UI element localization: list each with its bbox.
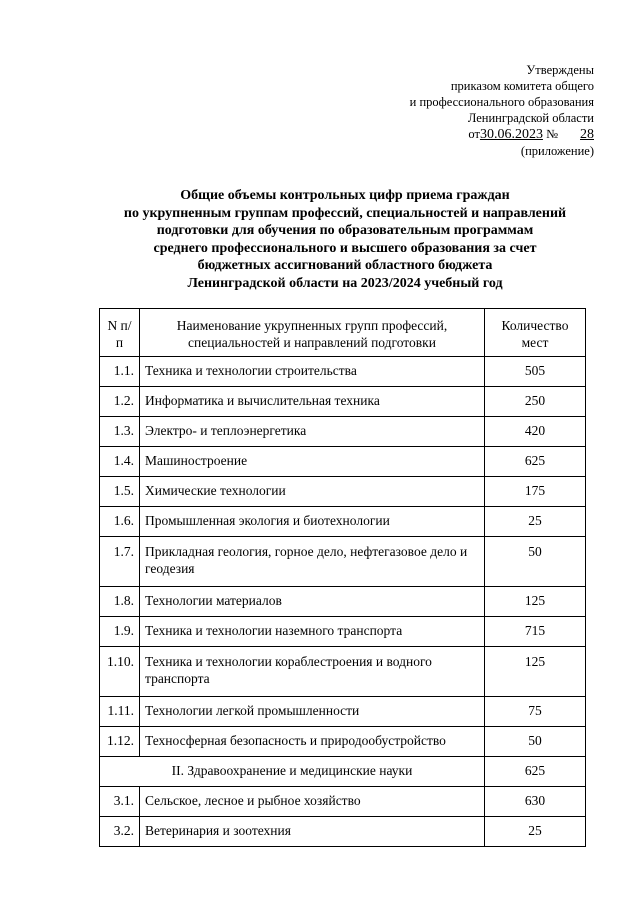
row-name: Машиностроение (140, 447, 485, 477)
table-row (100, 727, 586, 757)
section-qty: 625 (485, 757, 586, 787)
document-title (60, 187, 630, 293)
row-num: 1.9. (100, 617, 140, 647)
row-num: 1.7. (100, 537, 140, 587)
order-from-prefix: от (468, 127, 480, 141)
row-name: Техносферная безопасность и природообустройство (140, 727, 485, 757)
title-line-2: по укрупненным группам профессий, специальностей и направлений (123, 205, 567, 221)
title-line-5: бюджетных ассигнований областного бюджета (197, 258, 493, 274)
order-number-sign: № (546, 127, 558, 141)
row-num: 1.10. (100, 647, 140, 697)
table-row (100, 587, 586, 617)
header-qty: Количество мест (485, 309, 586, 357)
row-num: 1.8. (100, 587, 140, 617)
table-row (100, 507, 586, 537)
row-name: Ветеринария и зоотехния (140, 817, 485, 847)
table-row (100, 697, 586, 727)
table-row (100, 357, 586, 387)
row-qty: 50 (485, 537, 586, 587)
table-row (100, 787, 586, 817)
row-name: Электро- и теплоэнергетика (140, 417, 485, 447)
table-row (100, 817, 586, 847)
table-row (100, 387, 586, 417)
row-qty: 505 (485, 357, 586, 387)
order-date-number (410, 126, 594, 143)
row-qty: 25 (485, 817, 586, 847)
title-line-3: подготовки для обучения по образовательным программам (156, 223, 534, 239)
row-num: 1.5. (100, 477, 140, 507)
row-name: Химические технологии (140, 477, 485, 507)
order-date: 30.06.2023 (479, 127, 543, 142)
table-row (100, 477, 586, 507)
row-qty: 715 (485, 617, 586, 647)
row-num: 3.2. (100, 817, 140, 847)
title-line-4: среднего профессионального и высшего образования за счет (153, 240, 537, 256)
row-qty: 125 (485, 587, 586, 617)
row-num: 1.3. (100, 417, 140, 447)
row-num: 1.12. (100, 727, 140, 757)
approval-line-3: и профессионального образования (409, 95, 594, 109)
approval-stamp (410, 62, 594, 159)
row-num: 1.4. (100, 447, 140, 477)
row-num: 1.11. (100, 697, 140, 727)
header-num: N п/п (100, 309, 140, 357)
header-name: Наименование укрупненных групп профессий, специальностей и направлений подготовки (140, 309, 485, 357)
title-line-1: Общие объемы контрольных цифр приема граждан (180, 188, 510, 203)
row-num: 1.2. (100, 387, 140, 417)
row-name: Сельское, лесное и рыбное хозяйство (140, 787, 485, 817)
row-qty: 25 (485, 507, 586, 537)
table-row (100, 417, 586, 447)
row-name: Прикладная геология, горное дело, нефтегазовое дело и геодезия (140, 537, 485, 587)
row-name: Информатика и вычислительная техника (140, 387, 485, 417)
table-row (100, 647, 586, 697)
row-name: Техника и технологии строительства (140, 357, 485, 387)
table-row (100, 447, 586, 477)
row-name: Техника и технологии наземного транспорта (140, 617, 485, 647)
row-name: Технологии материалов (140, 587, 485, 617)
table-row (100, 617, 586, 647)
row-num: 3.1. (100, 787, 140, 817)
row-qty: 625 (485, 447, 586, 477)
row-qty: 175 (485, 477, 586, 507)
approval-note: (приложение) (520, 144, 594, 158)
row-qty: 75 (485, 697, 586, 727)
row-num: 1.1. (100, 357, 140, 387)
row-name: Технологии легкой промышленности (140, 697, 485, 727)
row-qty: 420 (485, 417, 586, 447)
table-row (100, 537, 586, 587)
row-num: 1.6. (100, 507, 140, 537)
title-line-6: Ленинградской области на 2023/2024 учебный год (187, 275, 503, 291)
row-name: Промышленная экология и биотехнологии (140, 507, 485, 537)
table-header-row (100, 309, 586, 357)
row-qty: 125 (485, 647, 586, 697)
row-name: Техника и технологии кораблестроения и водного транспорта (140, 647, 485, 697)
row-qty: 630 (485, 787, 586, 817)
approval-line-2: приказом комитета общего (450, 79, 594, 93)
order-number: 28 (580, 127, 594, 142)
approval-line-4: Ленинградской области (467, 111, 594, 125)
admission-table (99, 308, 586, 847)
approval-line-1: Утверждены (526, 63, 594, 77)
row-qty: 250 (485, 387, 586, 417)
section-name: II. Здравоохранение и медицинские науки (100, 757, 485, 787)
row-qty: 50 (485, 727, 586, 757)
section-row (100, 757, 586, 787)
